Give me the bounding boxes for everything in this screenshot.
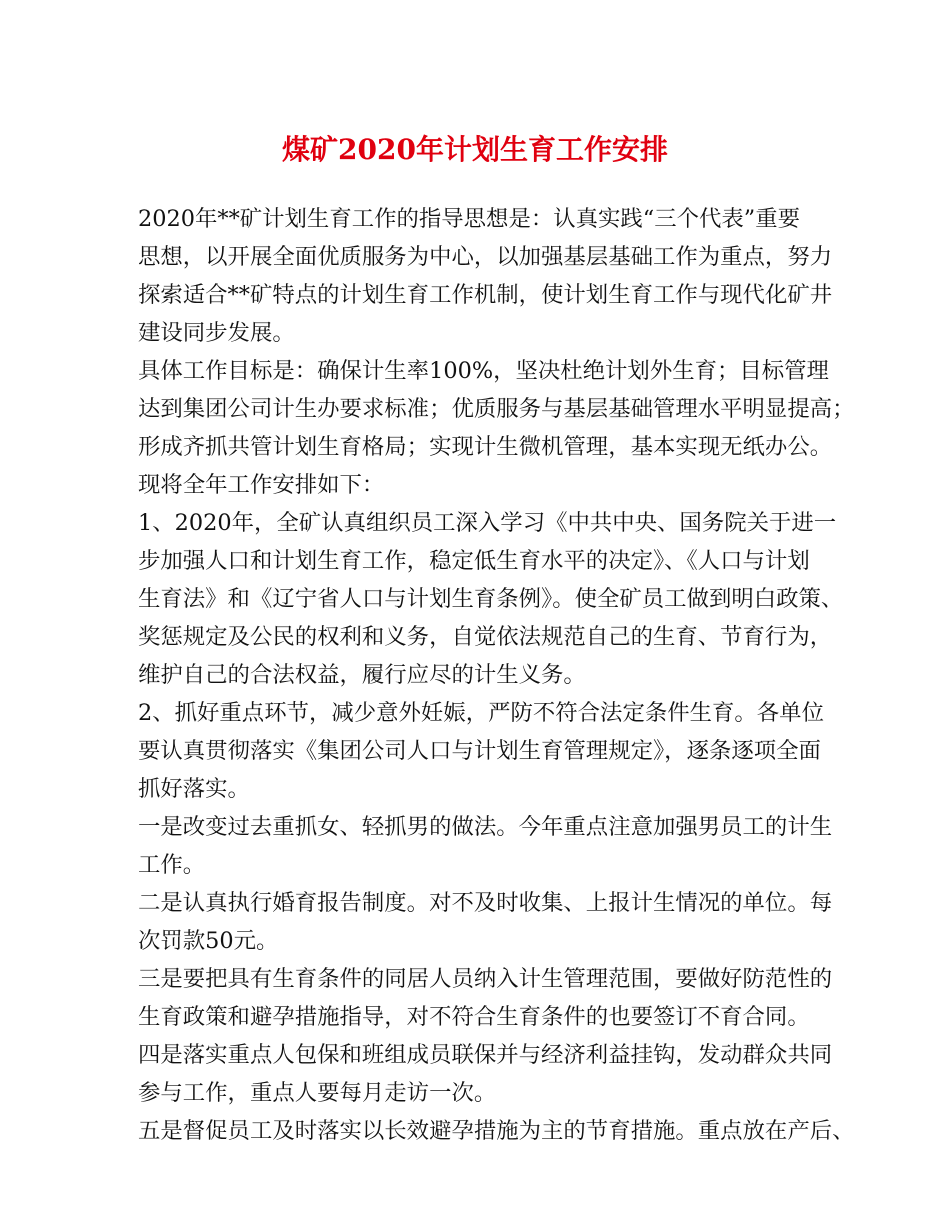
body-line: 步加强人口和计划生育工作，稳定低生育水平的决定》、《人口与计划 (138, 548, 810, 574)
body-line: 2、抓好重点环节，减少意外妊娠，严防不符合法定条件生育。各单位 (138, 700, 824, 726)
body-line: 1、2020年，全矿认真组织员工深入学习《中共中央、国务院关于进一 (138, 510, 837, 536)
body-line: 四是落实重点人包保和班组成员联保并与经济利益挂钩，发动群众共同 (138, 1042, 833, 1068)
document-title: 煤矿2020年计划生育工作安排 (282, 133, 668, 166)
body-line: 三是要把具有生育条件的同居人员纳入计生管理范围，要做好防范性的 (138, 966, 833, 992)
body-line: 生育法》和《辽宁省人口与计划生育条例》。使全矿员工做到明白政策、 (138, 586, 844, 612)
body-line: 维护自己的合法权益，履行应尽的计生义务。 (138, 662, 586, 688)
body-line: 建设同步发展。 (138, 320, 295, 346)
document-body (138, 200, 855, 1150)
body-line: 要认真贯彻落实《集团公司人口与计划生育管理规定》，逐条逐项全面 (138, 738, 821, 764)
body-line: 二是认真执行婚育报告制度。对不及时收集、上报计生情况的单位。每 (138, 890, 833, 916)
body-line: 奖惩规定及公民的权利和义务，自觉依法规范自己的生育、节育行为， (138, 624, 833, 650)
body-line: 形成齐抓共管计划生育格局；实现计生微机管理，基本实现无纸办公。 (138, 434, 833, 460)
body-line: 一是改变过去重抓女、轻抓男的做法。今年重点注意加强男员工的计生 (138, 814, 833, 840)
body-line: 探索适合**矿特点的计划生育工作机制，使计划生育工作与现代化矿井 (138, 282, 833, 308)
body-line: 达到集团公司计生办要求标准；优质服务与基层基础管理水平明显提高； (138, 396, 855, 422)
body-line: 生育政策和避孕措施指导，对不符合生育条件的也要签订不育合同。 (138, 1004, 810, 1030)
body-line: 具体工作目标是：确保计生率100%，坚决杜绝计划外生育；目标管理 (138, 358, 829, 384)
body-line: 参与工作，重点人要每月走访一次。 (138, 1080, 497, 1106)
body-line: 2020年**矿计划生育工作的指导思想是：认真实践“三个代表”重要 (138, 206, 801, 232)
body-line: 抓好落实。 (138, 776, 250, 802)
body-line: 现将全年工作安排如下： (138, 472, 385, 498)
body-line: 五是督促员工及时落实以长效避孕措施为主的节育措施。重点放在产后、 (138, 1118, 855, 1144)
body-line: 工作。 (138, 852, 206, 878)
body-line: 次罚款50元。 (138, 928, 279, 954)
body-line: 思想，以开展全面优质服务为中心，以加强基层基础工作为重点，努力 (138, 244, 833, 270)
